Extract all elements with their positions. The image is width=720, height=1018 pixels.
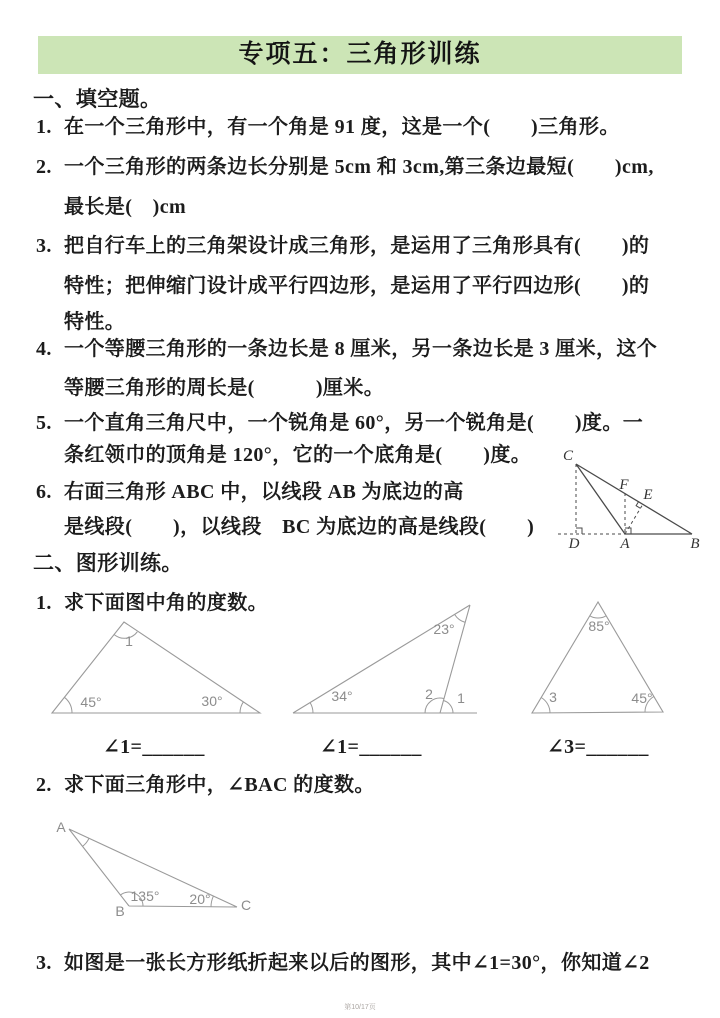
vertex-label-d: D [568,536,580,552]
triangle-1-left-angle-label: 45° [80,694,102,710]
vertex-label-b2: B [115,903,125,919]
section2-question-3-number: 3. [36,952,52,974]
question-5-line2: 条红领巾的顶角是 120°，它的一个底角是( )度。 [64,444,532,466]
triangle-abc-altitudes-svg [548,443,720,563]
angle-c-label: 20° [189,891,211,907]
question-6-text1: 右面三角形 ABC 中，以线段 AB 为底边的高 [64,481,464,503]
question-4-number: 4. [36,338,52,360]
section2-question-3 [36,949,650,977]
right-angle-marks [576,501,640,534]
question-3-line3: 特性。 [64,311,126,333]
section2-heading: 二、图形训练。 [33,551,183,575]
triangle-3-top-angle-label: 85° [588,618,610,634]
point-label-f: F [619,477,629,493]
triangle-bac-svg [50,812,300,937]
vertex-label-a2: A [56,819,66,835]
question-4-text1: 一个等腰三角形的一条边长是 8 厘米，另一条边长是 3 厘米，这个 [64,338,658,360]
question-2-text1: 一个三角形的两条边长分别是 5cm 和 3cm,第三条边最短( )cm, [64,156,654,178]
triangle-2-inner-angle-label: 2 [425,686,433,702]
section2-question-1-number: 1. [36,592,52,614]
section2-question-1-text: 求下面图中角的度数。 [64,592,268,614]
question-4-line1 [36,335,657,363]
triangle-1-top-angle-label: 1 [125,633,133,649]
figure-triangle-abc-altitudes [548,443,720,563]
vertex-label-c2: C [240,897,252,913]
section2-question-2-text: 求下面三角形中，∠BAC 的度数。 [64,774,375,796]
triangle-3-svg [520,590,680,725]
question-5-line1 [36,409,643,437]
section2-question-2 [36,771,375,799]
section1-heading: 一、填空题。 [33,87,162,111]
question-6-number: 6. [36,481,52,503]
figure-triangle-bac [50,812,300,937]
question-3-text1: 把自行车上的三角架设计成三角形，是运用了三角形具有( )的 [64,235,650,257]
page-number-footer: 第10/17页 [344,1004,376,1011]
answer-blank-2: ∠1=______ [320,736,422,758]
question-2-number: 2. [36,156,52,178]
triangle-2-outer-angle-label: 1 [457,690,465,706]
answer-blank-3: ∠3=______ [547,736,649,758]
triangle-2-left-angle-label: 34° [331,688,353,704]
figure-triangle-3 [520,590,680,725]
question-6-line1 [36,478,464,506]
triangle-2-top-angle-label: 23° [433,621,455,637]
angle-b-label: 135° [130,888,160,904]
question-4-line2: 等腰三角形的周长是( )厘米。 [64,377,385,399]
question-2-line1 [36,153,654,181]
vertex-label-c: C [562,448,574,464]
figure-triangle-2 [285,598,485,720]
question-5-text1: 一个直角三角尺中，一个锐角是 60°，另一个锐角是( )度。一 [64,412,644,434]
point-label-e: E [643,487,653,503]
question-6-line2: 是线段( )，以线段 BC 为底边的高是线段( ) [64,516,535,538]
triangle-3-right-angle-label: 45° [631,690,653,706]
triangle-2-svg [285,598,485,720]
question-5-number: 5. [36,412,52,434]
question-2-line2: 最长是( )cm [64,196,187,218]
question-1 [36,113,620,141]
triangle-1-svg [45,612,265,722]
question-3-number: 3. [36,235,52,257]
answer-blank-1: ∠1=______ [103,736,205,758]
triangle-3-left-angle-label: 3 [549,689,557,705]
section2-question-2-number: 2. [36,774,52,796]
figure-triangle-1 [45,612,265,722]
page-title: 专项五：三角形训练 [38,36,682,74]
question-1-text: 在一个三角形中，有一个角是 91 度，这是一个( )三角形。 [64,116,620,138]
triangle-1-right-angle-label: 30° [201,693,223,709]
section2-question-3-text: 如图是一张长方形纸折起来以后的图形，其中∠1=30°，你知道∠2 [64,952,650,974]
question-1-number: 1. [36,116,52,138]
vertex-label-a: A [620,536,630,552]
question-3-line1 [36,232,649,260]
triangle-sides [576,464,692,534]
vertex-label-b: B [690,536,700,552]
question-3-line2: 特性；把伸缩门设计成平行四边形，是运用了平行四边形( )的 [64,275,650,297]
